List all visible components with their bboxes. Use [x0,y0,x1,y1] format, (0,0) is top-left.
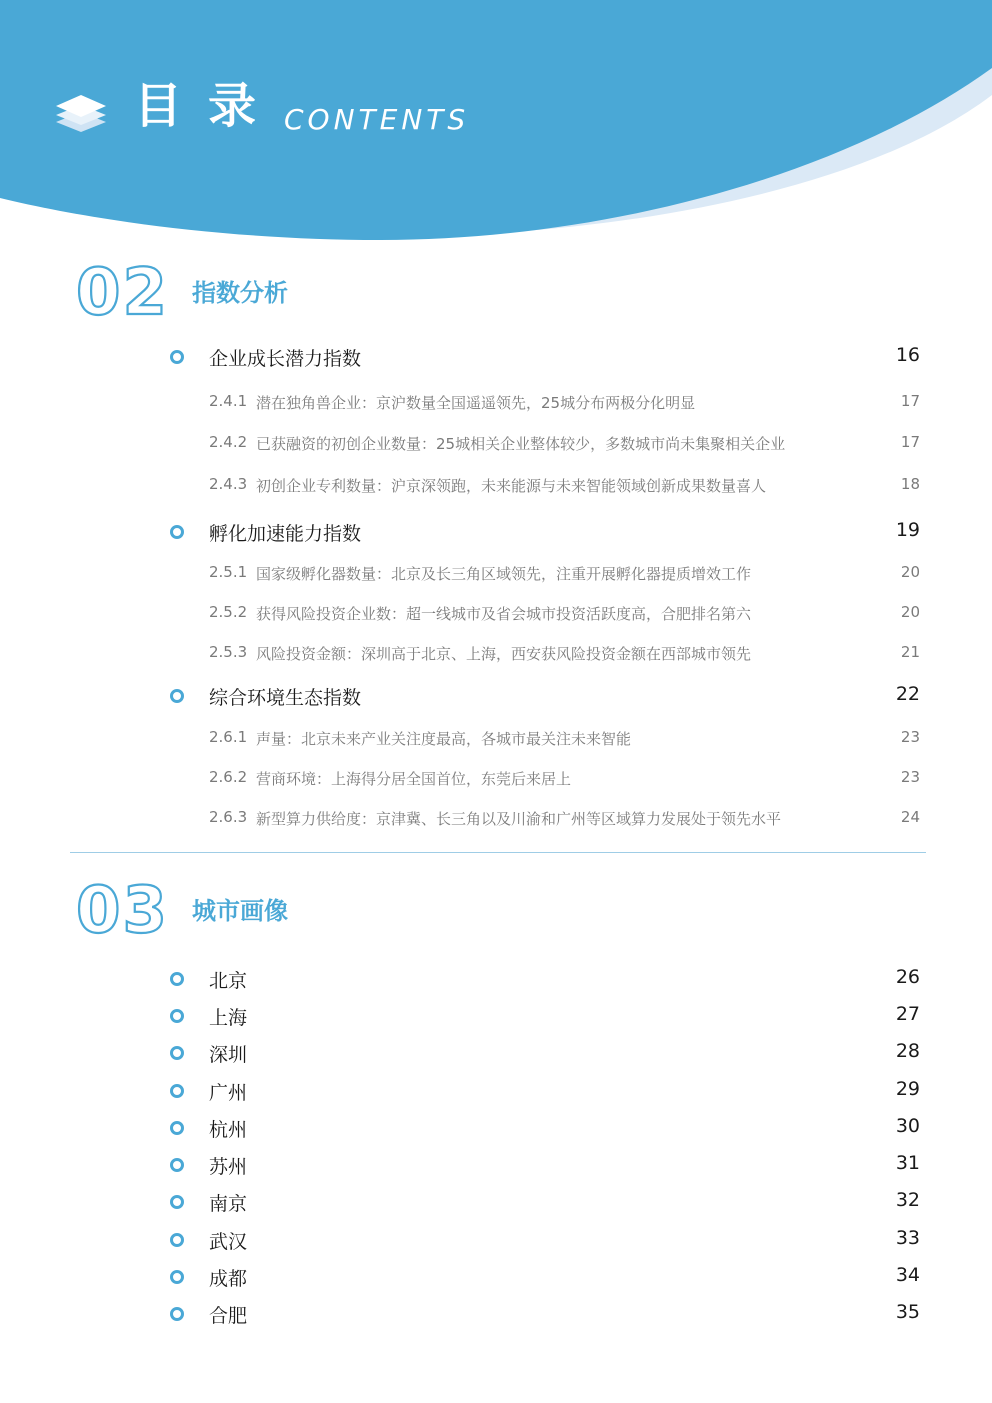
bullet-icon [170,1158,184,1172]
toc-entry-title: 南京 [209,1193,248,1215]
subentry-page: 20 [900,603,920,621]
toc-entry-page: 16 [895,344,920,366]
subentry-text: 国家级孵化器数量：北京及长三角区域领先，注重开展孵化器提质增效工作 [256,565,752,583]
section-number: 03 [76,874,170,948]
bullet-icon [170,1121,184,1135]
toc-entry-page: 31 [895,1152,920,1174]
bullet-icon [170,350,184,364]
subentry-page: 24 [900,808,920,826]
subentry-text: 获得风险投资企业数：超一线城市及省会城市投资活跃度高，合肥排名第六 [256,605,752,623]
subentry-page: 20 [900,563,920,581]
toc-entry-title: 上海 [209,1007,248,1029]
toc-entry-page: 30 [895,1115,920,1137]
bullet-icon [170,1046,184,1060]
section-number: 02 [76,256,170,330]
subentry-page: 17 [900,392,920,410]
section-header-03 [76,876,476,946]
bullet-icon [170,972,184,986]
subentry-number: 2.6.2 [209,768,248,786]
subentry-number: 2.4.1 [209,392,248,410]
subentry-page: 17 [900,433,920,451]
subentry-text: 初创企业专利数量：沪京深领跑，未来能源与未来智能领域创新成果数量喜人 [256,477,767,495]
subentry-number: 2.4.3 [209,475,248,493]
bullet-icon [170,525,184,539]
subentry-page: 23 [900,728,920,746]
bullet-icon [170,1084,184,1098]
subentry-text: 营商环境：上海得分居全国首位，东莞后来居上 [256,770,572,788]
toc-entry-title: 综合环境生态指数 [209,687,362,709]
toc-entry-title: 深圳 [209,1044,248,1066]
toc-entry-title: 合肥 [209,1305,248,1327]
toc-entry-page: 27 [895,1003,920,1025]
bullet-icon [170,1307,184,1321]
toc-entry-title: 苏州 [209,1156,248,1178]
bullet-icon [170,689,184,703]
page-title: 目录 [134,78,283,134]
section-title: 指数分析 [192,279,288,307]
subentry-text: 声量：北京未来产业关注度最高，各城市最关注未来智能 [256,730,632,748]
toc-entry-page: 22 [895,683,920,705]
subentry-number: 2.5.2 [209,603,248,621]
subentry-number: 2.5.3 [209,643,248,661]
toc-entry-title: 北京 [209,970,248,992]
toc-entry-title: 广州 [209,1082,248,1104]
subentry-text: 潜在独角兽企业：京沪数量全国遥遥领先，25城分布两极分化明显 [256,394,696,412]
subentry-page: 23 [900,768,920,786]
subentry-text: 风险投资金额：深圳高于北京、上海，西安获风险投资金额在西部城市领先 [256,645,752,663]
subentry-number: 2.6.3 [209,808,248,826]
toc-entry-page: 28 [895,1040,920,1062]
bullet-icon [170,1009,184,1023]
section-divider [70,852,926,853]
toc-entry-page: 33 [895,1227,920,1249]
subentry-number: 2.5.1 [209,563,248,581]
subentry-page: 21 [900,643,920,661]
subentry-text: 已获融资的初创企业数量：25城相关企业整体较少，多数城市尚未集聚相关企业 [256,435,786,453]
toc-entry-page: 35 [895,1301,920,1323]
toc-entry-page: 29 [895,1078,920,1100]
subentry-number: 2.6.1 [209,728,248,746]
bullet-icon [170,1195,184,1209]
bullet-icon [170,1233,184,1247]
toc-entry-title: 杭州 [209,1119,248,1141]
toc-entry-title: 武汉 [209,1231,248,1253]
section-title: 城市画像 [192,897,288,925]
toc-entry-title: 孵化加速能力指数 [209,523,362,545]
toc-entry-title: 企业成长潜力指数 [209,348,362,370]
toc-entry-title: 成都 [209,1268,248,1290]
subentry-number: 2.4.2 [209,433,248,451]
page-subtitle: CONTENTS [284,103,470,136]
toc-entry-page: 34 [895,1264,920,1286]
toc-entry-page: 19 [895,519,920,541]
bullet-icon [170,1270,184,1284]
subentry-page: 18 [900,475,920,493]
stacked-layers-icon [54,92,108,138]
section-header-02 [76,258,476,328]
toc-entry-page: 32 [895,1189,920,1211]
subentry-text: 新型算力供给度：京津冀、长三角以及川渝和广州等区域算力发展处于领先水平 [256,810,782,828]
toc-entry-page: 26 [895,966,920,988]
